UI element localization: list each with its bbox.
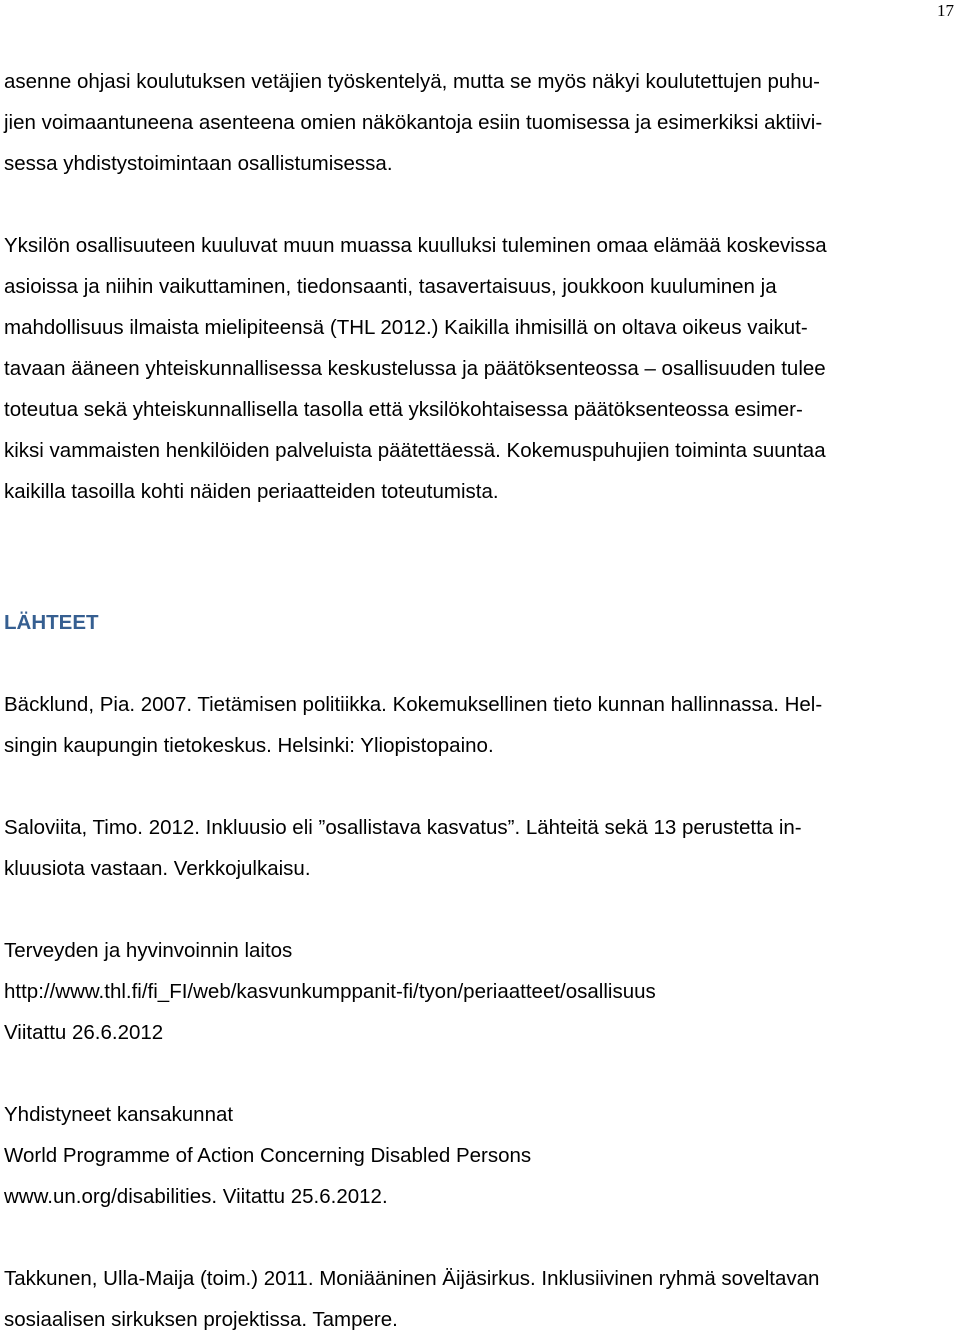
text-line: kluusiota vastaan. Verkkojulkaisu. bbox=[4, 857, 311, 880]
reference-backlund bbox=[4, 684, 954, 766]
text-line: Terveyden ja hyvinvoinnin laitos bbox=[4, 939, 293, 962]
text-line: Saloviita, Timo. 2012. Inkluusio eli ”osallistava kasvatus”. Lähteitä sekä 13 perustetta in- bbox=[4, 816, 802, 839]
reference-saloviita bbox=[4, 807, 954, 889]
text-line: mahdollisuus ilmaista mielipiteensä (THL 2012.) Kaikilla ihmisillä on oltava oikeus vaikut- bbox=[4, 316, 808, 339]
body-paragraph-2 bbox=[4, 225, 954, 512]
body-paragraph-1 bbox=[4, 61, 954, 184]
text-line: World Programme of Action Concerning Disabled Persons bbox=[4, 1144, 532, 1167]
text-line: tavaan ääneen yhteiskunnallisessa keskustelussa ja päätöksenteossa – osallisuuden tulee bbox=[4, 357, 826, 380]
reference-url: www.un.org/disabilities. Viitattu 25.6.2012. bbox=[4, 1185, 388, 1208]
text-line: Bäcklund, Pia. 2007. Tietämisen politiikka. Kokemuksellinen tieto kunnan hallinnassa. Hel- bbox=[4, 693, 823, 716]
reference-thl bbox=[4, 930, 954, 1053]
page-number: 17 bbox=[937, 1, 954, 20]
text-line: Takkunen, Ulla-Maija (toim.) 2011. Moniääninen Äijäsirkus. Inklusiivinen ryhmä soveltavan bbox=[4, 1267, 820, 1290]
text-line: asenne ohjasi koulutuksen vetäjien työskentelyä, mutta se myös näkyi koulutettujen puhu- bbox=[4, 70, 820, 93]
text-line: toteutua sekä yhteiskunnallisella tasolla että yksilökohtaisessa päätöksenteossa esimer- bbox=[4, 398, 803, 421]
reference-takkunen bbox=[4, 1258, 954, 1340]
reference-url: http://www.thl.fi/fi_FI/web/kasvunkumppanit-fi/tyon/periaatteet/osallisuus bbox=[4, 980, 656, 1003]
text-line: Viitattu 26.6.2012 bbox=[4, 1021, 164, 1044]
text-line: Yksilön osallisuuteen kuuluvat muun muassa kuulluksi tuleminen omaa elämää koskevissa bbox=[4, 234, 827, 257]
text-line: jien voimaantuneena asenteena omien näkökantoja esiin tuomisessa ja esimerkiksi aktiivi- bbox=[4, 111, 823, 134]
references-heading: LÄHTEET bbox=[4, 611, 99, 634]
reference-un bbox=[4, 1094, 954, 1217]
text-line: singin kaupungin tietokeskus. Helsinki: Yliopistopaino. bbox=[4, 734, 494, 757]
text-line: sosiaalisen sirkuksen projektissa. Tampere. bbox=[4, 1308, 398, 1331]
text-line: sessa yhdistystoimintaan osallistumisessa. bbox=[4, 152, 393, 175]
text-line: kiksi vammaisten henkilöiden palveluista päätettäessä. Kokemuspuhujien toiminta suuntaa bbox=[4, 439, 826, 462]
text-line: Yhdistyneet kansakunnat bbox=[4, 1103, 234, 1126]
text-line: asioissa ja niihin vaikuttaminen, tiedonsaanti, tasavertaisuus, joukkoon kuuluminen ja bbox=[4, 275, 777, 298]
text-line: kaikilla tasoilla kohti näiden periaatteiden toteutumista. bbox=[4, 480, 499, 503]
